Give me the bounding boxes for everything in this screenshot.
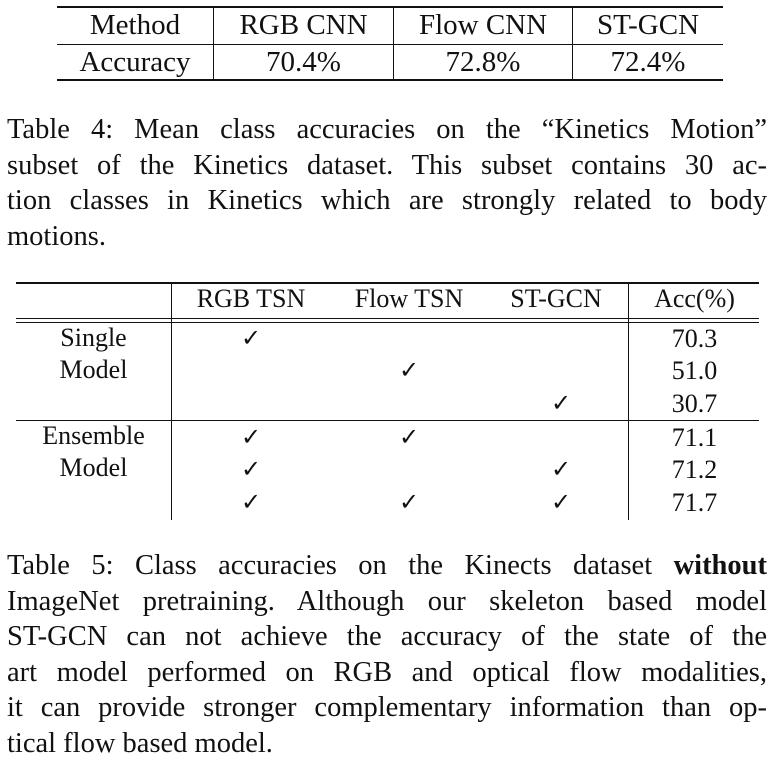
table-5 [16, 282, 759, 520]
caption-line: subset of the Kinetics dataset. This subset contains 30 ac- [7, 148, 767, 184]
caption-line: ST-GCN can not achieve the accuracy of the state of the [7, 619, 767, 655]
caption-line: it can provide stronger complementary information than op- [7, 690, 767, 726]
check-mark-icon: ✓ [389, 488, 429, 518]
caption-line: Table 4: Mean class accuracies on the “Kinetics Motion” [7, 112, 767, 148]
table-header: RGB CNN [214, 9, 393, 41]
check-mark-icon: ✓ [389, 423, 429, 453]
check-mark-icon: ✓ [231, 488, 271, 518]
accuracy-cell: 71.7 [630, 488, 759, 518]
table-cell: 70.4% [214, 46, 393, 78]
table-header: Flow CNN [394, 9, 572, 41]
table-header: RGB TSN [176, 284, 326, 314]
table-5-caption [7, 548, 767, 761]
table-header: Acc(%) [630, 284, 759, 314]
accuracy-cell: 71.2 [630, 455, 759, 485]
check-mark-icon: ✓ [541, 455, 581, 485]
group-label: Model [16, 355, 171, 385]
accuracy-cell: 51.0 [630, 356, 759, 386]
table-header: Flow TSN [334, 284, 484, 314]
caption-line: ImageNet pretraining. Although our skeleton based model [7, 584, 767, 620]
check-mark-icon: ✓ [541, 488, 581, 518]
caption-line [7, 548, 767, 584]
caption-line: tion classes in Kinetics which are strongly related to body [7, 183, 767, 219]
check-mark-icon: ✓ [231, 423, 271, 453]
caption-bold-text: without [674, 550, 767, 581]
accuracy-cell: 71.1 [630, 423, 759, 453]
table-4-caption [7, 112, 767, 254]
bottom-rule [57, 79, 723, 81]
check-mark-icon: ✓ [389, 356, 429, 386]
table-header: ST-GCN [573, 9, 723, 41]
caption-line: motions. [7, 219, 767, 255]
check-mark-icon: ✓ [231, 324, 271, 354]
table-header: Method [57, 9, 213, 41]
caption-text: Table 5: Class accuracies on the Kinects dataset [7, 550, 652, 581]
table-cell: 72.4% [573, 46, 723, 78]
group-label: Ensemble [16, 421, 171, 451]
accuracy-cell: 30.7 [630, 389, 759, 419]
table-4 [57, 6, 723, 81]
header-rule [16, 318, 759, 319]
group-label: Model [16, 453, 171, 483]
caption-line: art model performed on RGB and optical flow modalities, [7, 655, 767, 691]
row-label: Accuracy [57, 46, 213, 78]
top-rule [57, 6, 723, 8]
table-header: ST-GCN [486, 284, 626, 314]
accuracy-cell: 70.3 [630, 324, 759, 354]
check-mark-icon: ✓ [231, 455, 271, 485]
table-cell: 72.8% [394, 46, 572, 78]
mid-rule [57, 44, 723, 45]
group-label: Single [16, 323, 171, 353]
column-divider [171, 282, 172, 520]
check-mark-icon: ✓ [541, 389, 581, 419]
caption-line: tical flow based model. [7, 726, 767, 761]
